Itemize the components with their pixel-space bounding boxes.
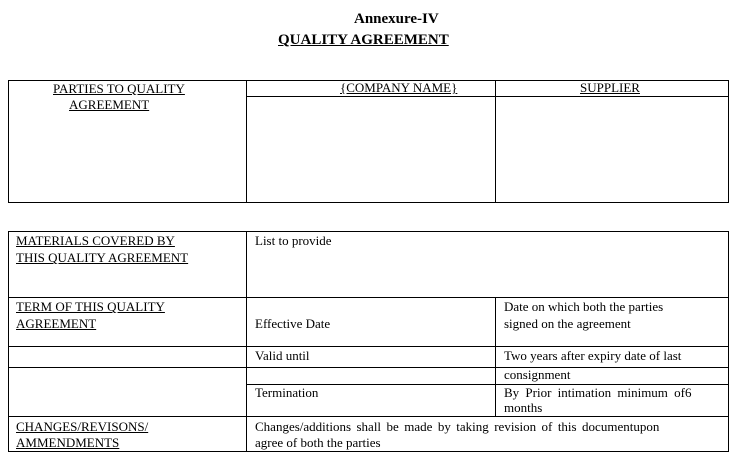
changes-value[interactable]: agree of both the parties (255, 435, 381, 450)
row-divider (8, 346, 729, 347)
row-divider (8, 367, 729, 368)
annexure-label: Annexure-IV (354, 11, 439, 27)
company-name-header: {COMPANY NAME} (340, 80, 458, 95)
table-border (8, 231, 9, 452)
materials-value[interactable]: List to provide (255, 233, 332, 248)
column-divider (495, 297, 496, 417)
effective-date-value[interactable]: Date on which both the parties (504, 299, 664, 314)
supplier-cell[interactable] (496, 97, 728, 202)
termination-value[interactable]: months (504, 400, 543, 415)
table-border (8, 202, 729, 203)
valid-until-value[interactable]: consignment (504, 367, 571, 382)
company-name-cell[interactable] (247, 97, 495, 202)
materials-label: MATERIALS COVERED BY (16, 233, 175, 248)
valid-until-label: Valid until (255, 348, 310, 363)
row-divider (8, 297, 729, 298)
supplier-header: SUPPLIER (580, 80, 640, 95)
term-label: TERM OF THIS QUALITY (16, 299, 165, 314)
effective-date-value[interactable]: signed on the agreement (504, 316, 631, 331)
termination-label: Termination (255, 385, 319, 400)
parties-label: PARTIES TO QUALITY (53, 81, 185, 96)
changes-value[interactable]: Changes/additions shall be made by taking revision of this documentupon (255, 419, 660, 434)
column-divider (246, 231, 247, 452)
changes-label: AMMENDMENTS (16, 435, 120, 450)
valid-until-value[interactable]: Two years after expiry date of last (504, 348, 682, 363)
changes-label: CHANGES/REVISONS/ (16, 419, 149, 434)
term-label: AGREEMENT (16, 316, 97, 331)
table-border (8, 231, 729, 232)
parties-label: AGREEMENT (69, 97, 150, 112)
materials-label: THIS QUALITY AGREEMENT (16, 250, 189, 265)
effective-date-label: Effective Date (255, 316, 331, 331)
table-border (8, 451, 729, 452)
row-divider (8, 416, 729, 417)
table-border (8, 80, 9, 203)
document-title: QUALITY AGREEMENT (278, 32, 449, 48)
termination-value[interactable]: By Prior intimation minimum of6 (504, 385, 692, 400)
